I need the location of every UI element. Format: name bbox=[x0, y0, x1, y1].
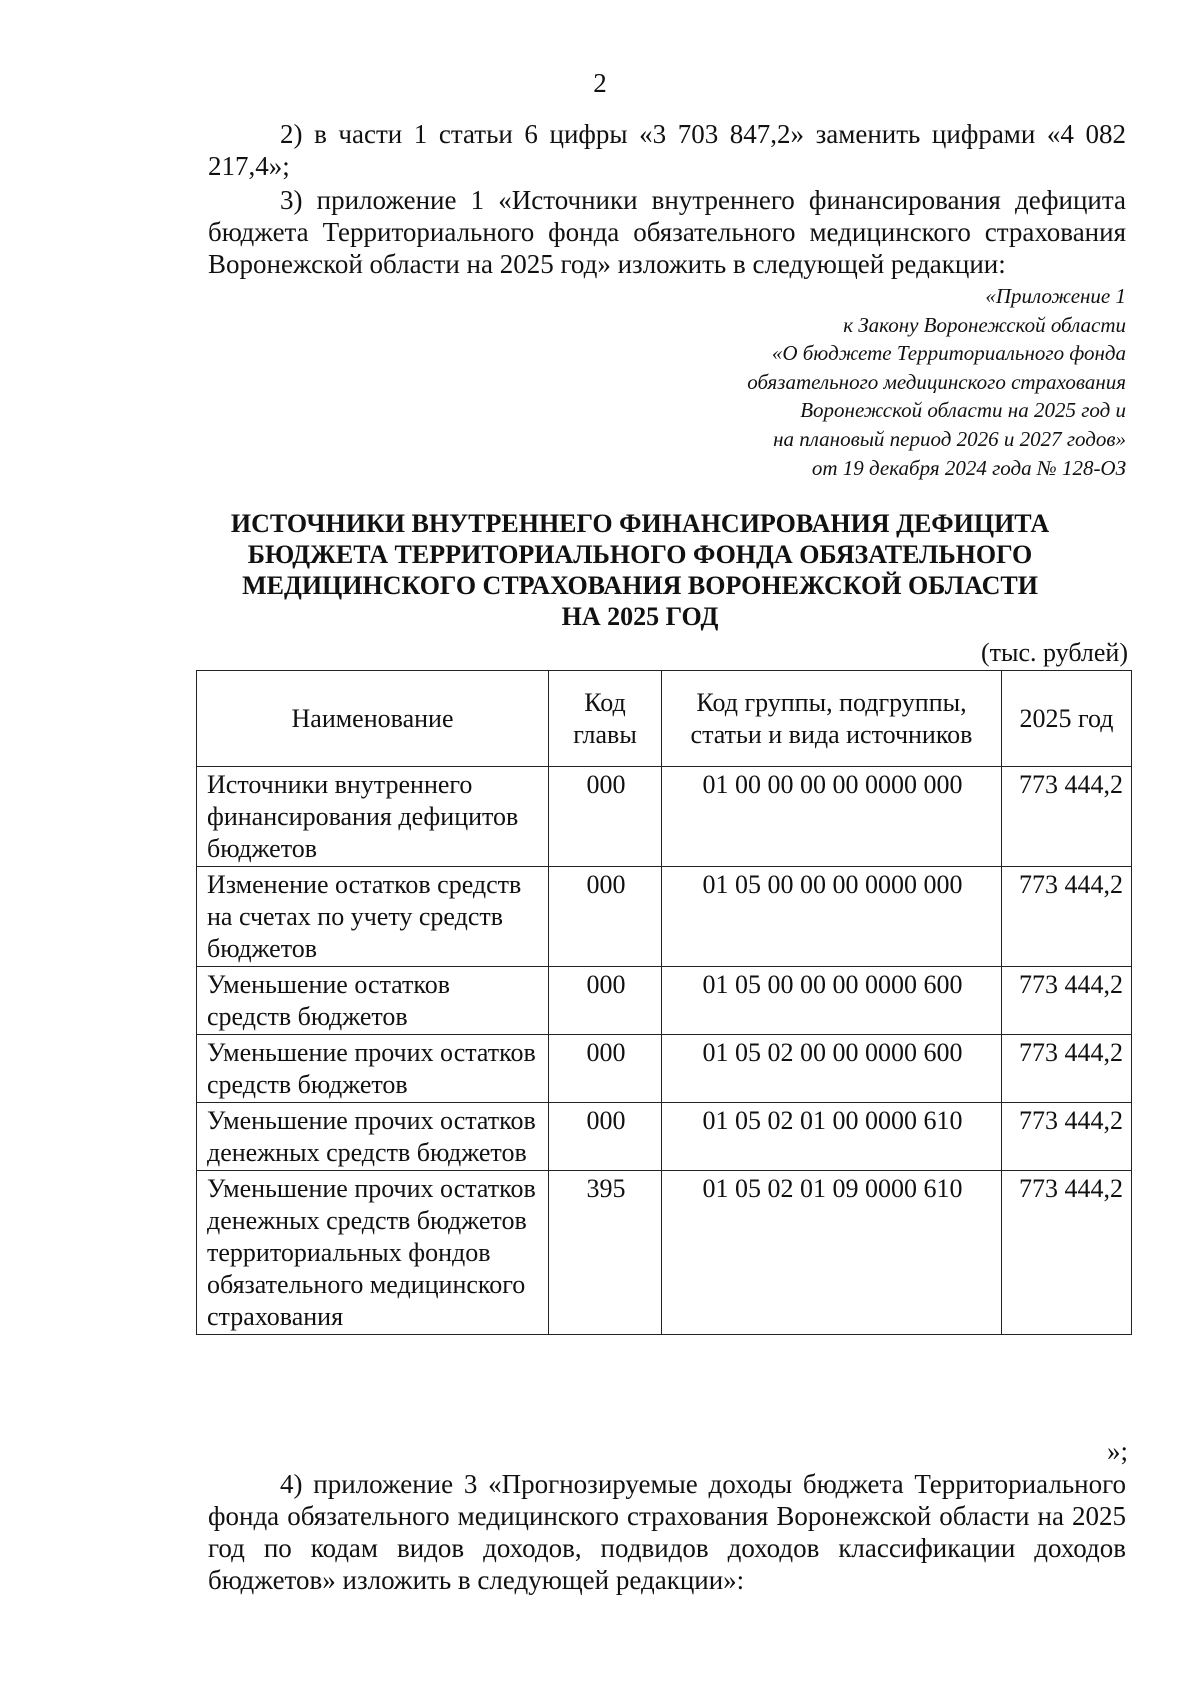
row-amount: 773 444,2 bbox=[1002, 1035, 1132, 1103]
row-chapter-code: 000 bbox=[549, 867, 662, 967]
appendix-reference-line: к Закону Воронежской области bbox=[843, 312, 1126, 337]
row-chapter-code: 000 bbox=[549, 1103, 662, 1171]
row-amount: 773 444,2 bbox=[1002, 1103, 1132, 1171]
header-chapter-code: Код главы bbox=[549, 671, 662, 767]
table-row bbox=[197, 1035, 1132, 1103]
row-name: Уменьшение прочих остатков денежных средств бюджетов территориальных фондов обязательного медицинского страхования bbox=[197, 1171, 549, 1335]
row-amount: 773 444,2 bbox=[1002, 967, 1132, 1035]
table-row bbox=[197, 967, 1132, 1035]
row-name: Уменьшение прочих остатков денежных средств бюджетов bbox=[197, 1103, 549, 1171]
document-title-line: МЕДИЦИНСКОГО СТРАХОВАНИЯ ВОРОНЕЖСКОЙ ОБЛАСТИ bbox=[242, 571, 1038, 600]
header-year: 2025 год bbox=[1002, 671, 1132, 767]
row-name: Изменение остатков средств на счетах по учету средств бюджетов bbox=[197, 867, 549, 967]
amendment-item-3 bbox=[208, 184, 1126, 280]
appendix-reference-line: на плановый период 2026 и 2027 годов» bbox=[773, 426, 1126, 451]
page-number: 2 bbox=[593, 68, 607, 98]
appendix-reference-line: «О бюджете Территориального фонда bbox=[771, 341, 1126, 366]
row-group-code: 01 05 02 01 00 0000 610 bbox=[662, 1103, 1002, 1171]
amendment-item-3-text: 3) приложение 1 «Источники внутреннего финансирования дефицита бюджета Территориального фонда обязательного медицинского страхования Воронежской области на 2025 год» изложить в следующей редакции: bbox=[208, 185, 1126, 279]
table-header-row bbox=[197, 671, 1132, 767]
amendment-item-4 bbox=[208, 1468, 1126, 1596]
closing-quote: »; bbox=[1106, 1436, 1128, 1466]
appendix-reference-line: от 19 декабря 2024 года № 128-ОЗ bbox=[811, 455, 1126, 480]
financing-sources-table bbox=[196, 670, 1132, 1335]
row-amount: 773 444,2 bbox=[1002, 767, 1132, 867]
appendix-reference bbox=[526, 282, 1126, 482]
appendix-reference-line: Воронежской области на 2025 год и bbox=[800, 398, 1126, 423]
amendment-item-2 bbox=[208, 118, 1126, 182]
row-chapter-code: 395 bbox=[549, 1171, 662, 1335]
row-group-code: 01 05 02 01 09 0000 610 bbox=[662, 1171, 1002, 1335]
table-row bbox=[197, 1171, 1132, 1335]
row-name: Источники внутреннего финансирования дефицитов бюджетов bbox=[197, 767, 549, 867]
row-group-code: 01 05 00 00 00 0000 000 bbox=[662, 867, 1002, 967]
document-title-line: НА 2025 ГОД bbox=[561, 602, 719, 631]
table-row bbox=[197, 767, 1132, 867]
row-group-code: 01 05 00 00 00 0000 600 bbox=[662, 967, 1002, 1035]
row-group-code: 01 05 02 00 00 0000 600 bbox=[662, 1035, 1002, 1103]
table-row bbox=[197, 867, 1132, 967]
row-chapter-code: 000 bbox=[549, 967, 662, 1035]
row-amount: 773 444,2 bbox=[1002, 1171, 1132, 1335]
appendix-reference-line: обязательного медицинского страхования bbox=[747, 369, 1126, 394]
amendment-item-4-text: 4) приложение 3 «Прогнозируемые доходы бюджета Территориального фонда обязательного медицинского страхования Воронежской области на 2025 год по кодам видов доходов, подвидов доходов классификации доходов бюджетов» изложить в следующей редакции»: bbox=[208, 1469, 1126, 1595]
appendix-reference-line: «Приложение 1 bbox=[985, 284, 1126, 308]
table-row bbox=[197, 1103, 1132, 1171]
row-chapter-code: 000 bbox=[549, 767, 662, 867]
row-group-code: 01 00 00 00 00 0000 000 bbox=[662, 767, 1002, 867]
header-group-code: Код группы, подгруппы, статьи и вида источников bbox=[662, 671, 1002, 767]
amendment-item-2-text: 2) в части 1 статьи 6 цифры «3 703 847,2» заменить цифрами «4 082 217,4»; bbox=[208, 119, 1126, 181]
header-name: Наименование bbox=[197, 671, 549, 767]
row-amount: 773 444,2 bbox=[1002, 867, 1132, 967]
document-title-line: БЮДЖЕТА ТЕРРИТОРИАЛЬНОГО ФОНДА ОБЯЗАТЕЛЬНОГО bbox=[247, 540, 1033, 569]
row-chapter-code: 000 bbox=[549, 1035, 662, 1103]
row-name: Уменьшение остатков средств бюджетов bbox=[197, 967, 549, 1035]
row-name: Уменьшение прочих остатков средств бюджетов bbox=[197, 1035, 549, 1103]
document-title-line: ИСТОЧНИКИ ВНУТРЕННЕГО ФИНАНСИРОВАНИЯ ДЕФИЦИТА bbox=[230, 509, 1050, 538]
document-title bbox=[160, 508, 1120, 632]
units-label: (тыс. рублей) bbox=[980, 638, 1128, 667]
